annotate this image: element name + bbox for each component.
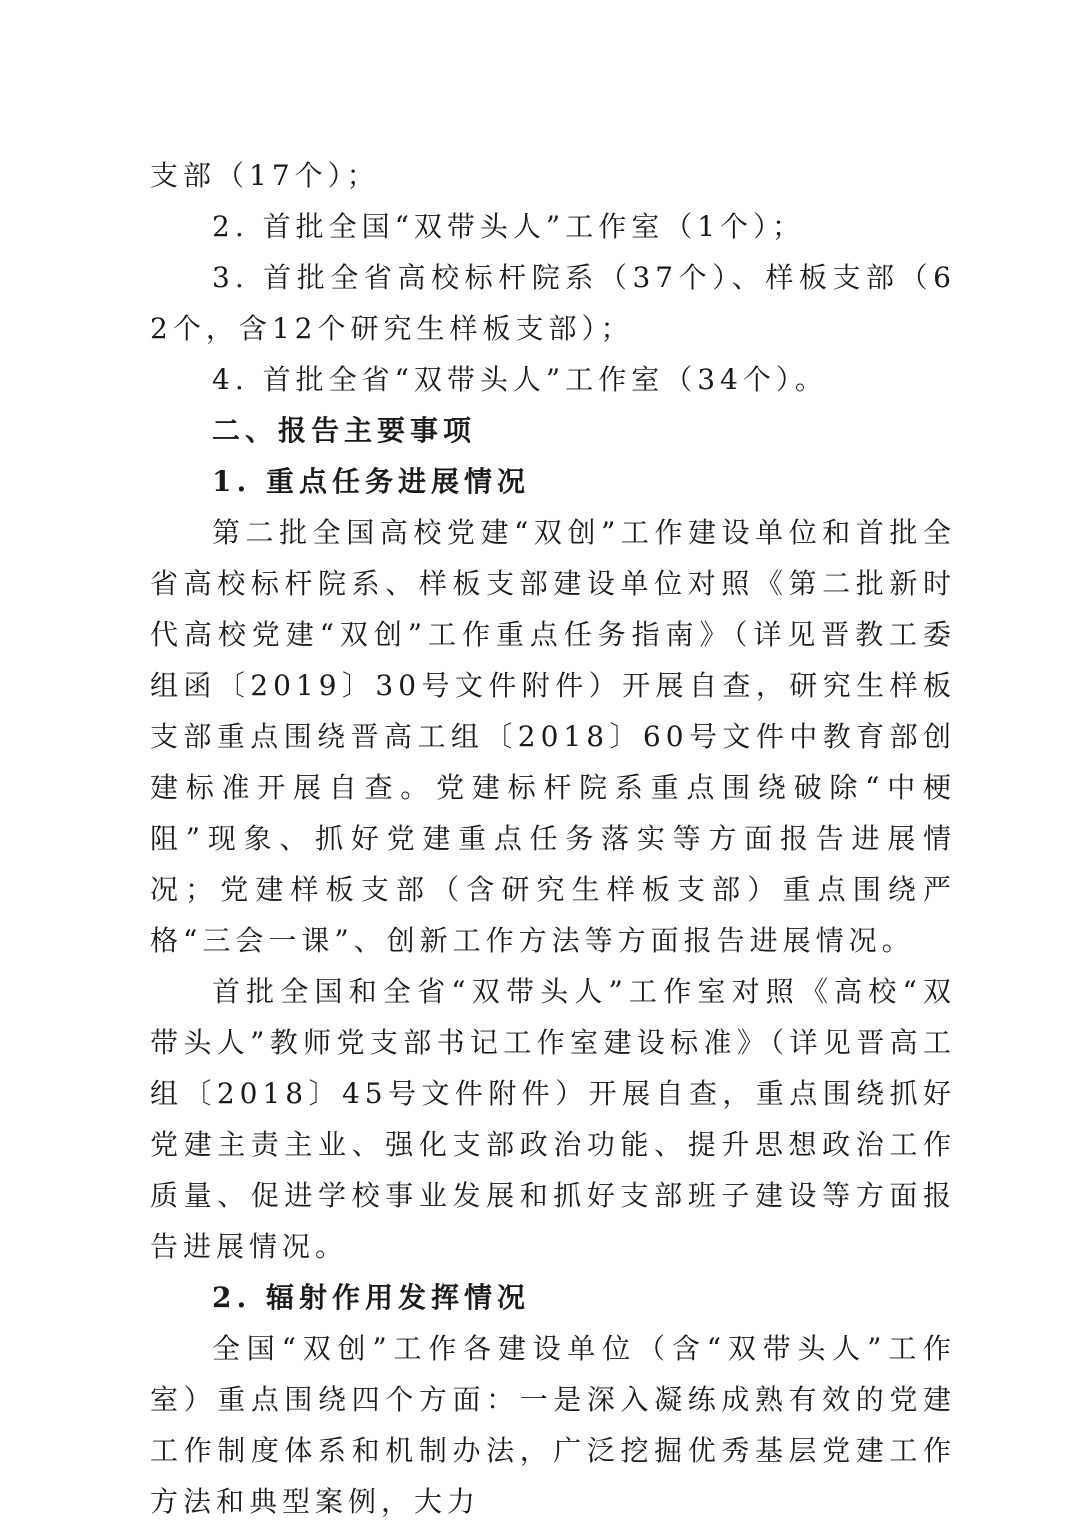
document-body [150, 150, 956, 1527]
paragraph-key-tasks: 第二批全国高校党建“双创”工作建设单位和首批全省高校标杆院系、样板支部建设单位对照《第二批新时代高校党建“双创”工作重点任务指南》（详见晋教工委组函〔2019〕30号文件附件）开展自查，研究生样板支部重点围绕晋高工组〔2018〕60号文件中教育部创建标准开展自查。党建标杆院系重点围绕破除“中梗阻”现象、抓好党建重点任务落实等方面报告进展情况；党建样板支部（含研究生样板支部）重点围绕严格“三会一课”、创新工作方法等方面报告进展情况。 [150, 516, 956, 957]
paragraph-radiation: 全国“双创”工作各建设单位（含“双带头人”工作室）重点围绕四个方面：一是深入凝练成熟有效的党建工作制度体系和机制办法，广泛挖掘优秀基层党建工作方法和典型案例，大力 [150, 1332, 956, 1518]
paragraph-studios: 首批全国和全省“双带头人”工作室对照《高校“双带头人”教师党支部书记工作室建设标准》（详见晋高工组〔2018〕45号文件附件）开展自查，重点围绕抓好党建主责主业、强化支部政治功能、提升思想政治工作质量、促进学校事业发展和抓好支部班子建设等方面报告进展情况。 [150, 975, 956, 1263]
paragraph-continuation: 支部（17个）； [150, 159, 380, 192]
subsection-heading-2: 2. 辐射作用发挥情况 [212, 1281, 530, 1314]
list-item-4: 4. 首批全省“双带头人”工作室（34个）。 [212, 363, 828, 396]
list-item-2: 2. 首批全国“双带头人”工作室（1个）； [212, 210, 806, 243]
section-heading: 二、报告主要事项 [212, 414, 477, 447]
subsection-heading-1: 1. 重点任务进展情况 [212, 465, 530, 498]
list-item-3: 3. 首批全省高校标杆院系（37个）、样板支部（62个，含12个研究生样板支部）； [150, 261, 956, 345]
